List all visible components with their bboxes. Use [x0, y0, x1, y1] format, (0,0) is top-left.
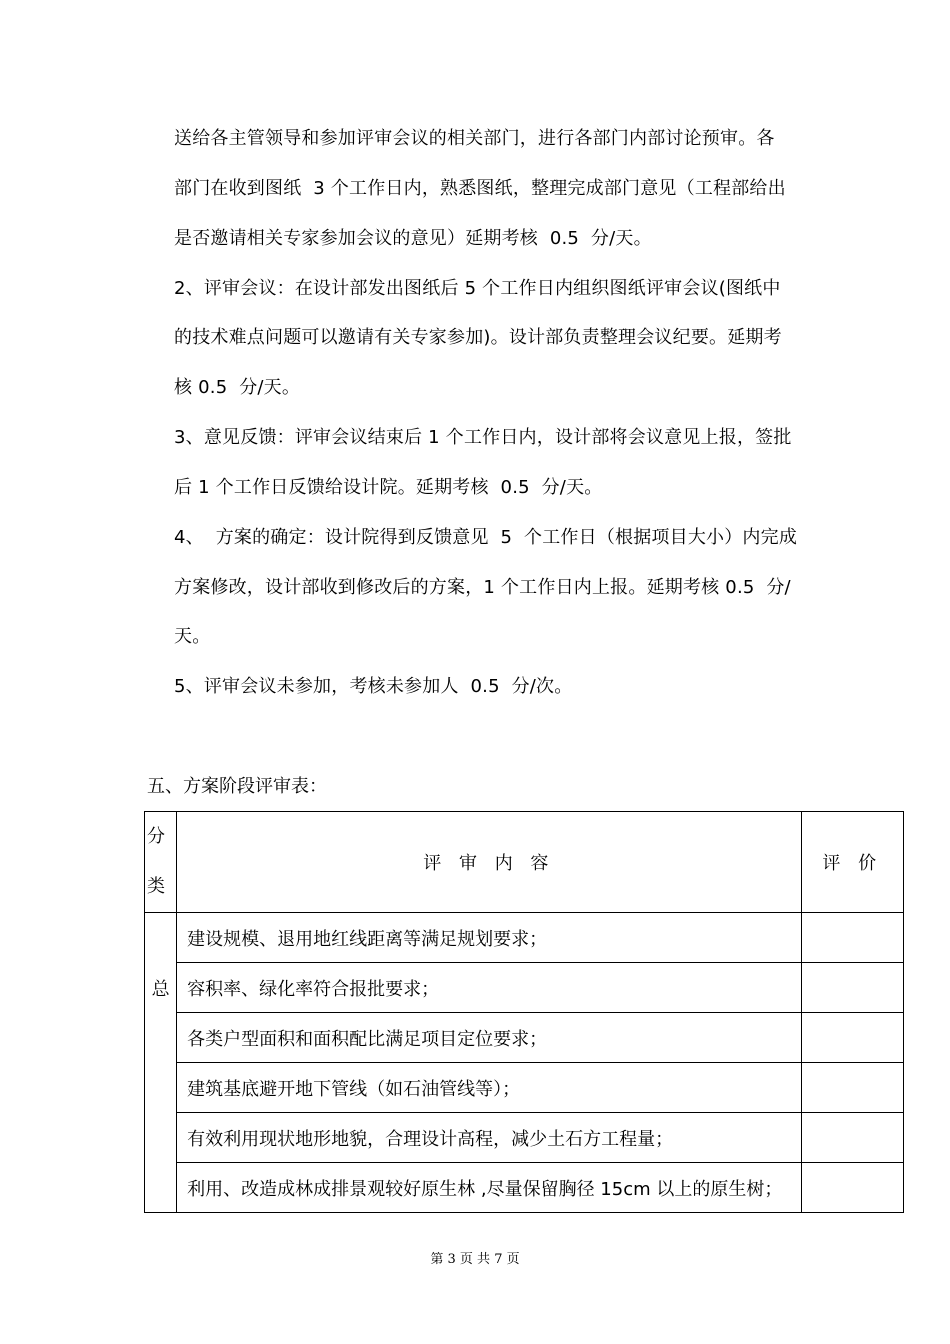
table-row [145, 1063, 904, 1113]
category-cell: 总 [145, 913, 177, 1213]
evaluation-cell [801, 1163, 903, 1213]
review-item: 容积率、绿化率符合报批要求； [177, 963, 801, 1013]
evaluation-cell [801, 963, 903, 1013]
paragraph-line: 3、意见反馈：评审会议结束后 1 个工作日内，设计部将会议意见上报，签批 [174, 427, 792, 448]
table-row [145, 1113, 904, 1163]
review-table [144, 811, 904, 1213]
content-header: 评 审 内 容 [177, 812, 801, 913]
review-item: 有效利用现状地形地貌，合理设计高程，减少土石方工程量； [177, 1113, 801, 1163]
table-header-row [145, 812, 904, 913]
paragraph-line: 5、评审会议未参加，考核未参加人 0.5 分/次。 [174, 676, 573, 697]
review-item: 建筑基底避开地下管线（如石油管线等）； [177, 1063, 801, 1113]
evaluation-cell [801, 1063, 903, 1113]
paragraph-line: 部门在收到图纸 3 个工作日内，熟悉图纸，整理完成部门意见（工程部给出 [174, 178, 786, 199]
category-header: 分 类 [145, 812, 177, 913]
review-item: 建设规模、退用地红线距离等满足规划要求； [177, 913, 801, 963]
evaluation-cell [801, 1113, 903, 1163]
table-row [145, 1013, 904, 1063]
table-row [145, 963, 904, 1013]
paragraph-line: 是否邀请相关专家参加会议的意见）延期考核 0.5 分/天。 [174, 228, 652, 249]
paragraph-line: 的技术难点问题可以邀请有关专家参加)。设计部负责整理会议纪要。延期考 [174, 327, 782, 348]
page-footer: 第 3 页 共 7 页 [430, 1252, 520, 1267]
table-row [145, 1163, 904, 1213]
paragraph-line: 2、评审会议：在设计部发出图纸后 5 个工作日内组织图纸评审会议(图纸中 [174, 278, 781, 299]
paragraph-line: 核 0.5 分/天。 [174, 377, 301, 398]
review-item: 各类户型面积和面积配比满足项目定位要求； [177, 1013, 801, 1063]
section-heading: 五、方案阶段评审表： [147, 776, 327, 797]
evaluation-cell [801, 1013, 903, 1063]
paragraph-line: 4、 方案的确定：设计院得到反馈意见 5 个工作日（根据项目大小）内完成 [174, 527, 798, 548]
evaluation-header: 评 价 [801, 812, 903, 913]
paragraph-line: 后 1 个工作日反馈给设计院。延期考核 0.5 分/天。 [174, 477, 603, 498]
paragraph-line: 天。 [174, 626, 211, 647]
table-row [145, 913, 904, 963]
paragraph-line: 送给各主管领导和参加评审会议的相关部门，进行各部门内部讨论预审。各 [174, 128, 775, 149]
paragraph-line: 方案修改，设计部收到修改后的方案，1 个工作日内上报。延期考核 0.5 分/ [174, 577, 791, 598]
review-item: 利用、改造成林成排景观较好原生林 ,尽量保留胸径 15cm 以上的原生树； [177, 1163, 801, 1213]
evaluation-cell [801, 913, 903, 963]
